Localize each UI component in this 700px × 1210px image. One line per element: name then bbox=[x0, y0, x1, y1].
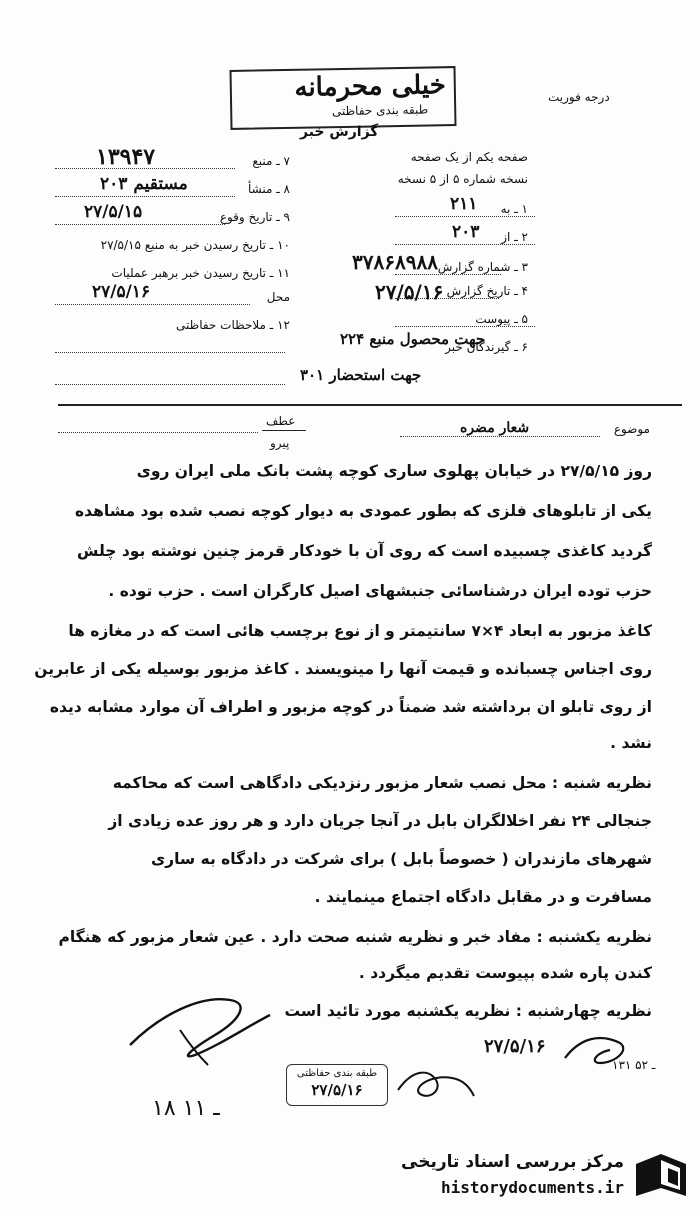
event-date-label: ۹ ـ تاریخ وقوع bbox=[219, 210, 290, 224]
archive-number: ۱۸ ـ ۱۱ bbox=[152, 1096, 220, 1121]
signature-date: ۲۷/۵/۱۶ bbox=[484, 1036, 546, 1057]
opinion-saturday-line: جنجالی ۲۴ نفر اخلالگران بابل در آنجا جریان دارد و هر روز عده زیادی از bbox=[108, 812, 652, 830]
to-dots bbox=[395, 216, 535, 217]
recipients-value-2: ۳۰۱ جهت استحضار bbox=[300, 366, 422, 384]
notes-label: ۱۲ ـ ملاحظات حفاظتی bbox=[176, 318, 290, 332]
notes-dots-1 bbox=[55, 352, 285, 353]
page-count: صفحه یکم از یک صفحه bbox=[410, 150, 528, 164]
source-value: ۱۳۹۴۷ bbox=[96, 144, 156, 170]
event-date-value: ۲۷/۵/۱۵ bbox=[84, 202, 143, 222]
body-line: گردید کاغذی چسبیده است که روی آن با خودکار قرمز چنین نوشته بود چلش bbox=[77, 542, 652, 560]
body-line: نشد . bbox=[610, 734, 652, 752]
body-line: روز ۲۷/۵/۱۵ در خیابان پهلوی ساری کوچه پشت بانک ملی ایران روی bbox=[136, 462, 652, 480]
body-line: کاغذ مزبور به ابعاد ۴×۷ سانتیمتر و از نوع برچسب هائی است که در مغازه ها bbox=[68, 622, 652, 640]
from-value: ۲۰۳ bbox=[452, 222, 480, 242]
opinion-wednesday-line: نظریه چهارشنبه : نظریه یکشنبه مورد تائید است bbox=[284, 1002, 652, 1020]
place-label: محل bbox=[266, 290, 290, 304]
subject-value: شعار مضره bbox=[460, 420, 530, 436]
body-line: از روی تابلو ان برداشته شد ضمناً در کوچه مزبور و اطراف آن موارد مشابه دیده bbox=[49, 698, 652, 716]
event-date-dots bbox=[55, 224, 225, 225]
report-number-value: ۳۷۸۶۸۹۸۸ bbox=[352, 250, 438, 274]
from-label: ۲ ـ از bbox=[501, 230, 528, 244]
opinion-sunday-line: کندن پاره شده بپیوست تقدیم میگردد . bbox=[358, 964, 652, 982]
recipients-value: ۲۲۴ جهت محصول منبع bbox=[340, 330, 486, 348]
report-number-dots bbox=[395, 274, 501, 275]
footer-url: historydocuments.ir bbox=[440, 1178, 624, 1197]
urgency-label: درجه فوریت bbox=[548, 90, 610, 104]
operations-date-label: ۱۱ ـ تاریخ رسیدن خبر برهبر عملیات bbox=[111, 266, 290, 280]
place-value: ۲۷/۵/۱۶ bbox=[92, 282, 151, 302]
opinion-saturday-line: مسافرت و در مقابل دادگاه اجتماع مینمایند . bbox=[314, 888, 652, 906]
document-code: ۱۳۱ ـ ۵۲ bbox=[612, 1058, 656, 1072]
body-line: حزب توده ایران درشناسائی جنبشهای اصیل کارگران است . حزب توده . bbox=[108, 582, 652, 600]
notes-dots-2 bbox=[55, 384, 285, 385]
recipients-label: ۶ ـ گیرندگان خبر bbox=[445, 340, 528, 354]
stamp-classification-label: طبقه بندی حفاظتی bbox=[331, 102, 429, 119]
body-line: روی اجناس چسبانده و قیمت آنها را مینویسند . کاغذ مزبور بوسیله یکی از عابرین bbox=[34, 660, 652, 678]
header-separator bbox=[58, 404, 682, 406]
classification-stamp bbox=[229, 66, 456, 130]
origin-value: ۲۰۳ مستقیم bbox=[100, 174, 188, 194]
body-line: یکی از تابلوهای فلزی که بطور عمودی به دیوار کوچه نصب شده بود مشاهده bbox=[75, 502, 652, 520]
source-label: ۷ ـ منبع bbox=[252, 154, 290, 168]
opinion-sunday-line: نظریه یکشنبه : مفاد خبر و نظریه شنبه صحت دارد . عین شعار مزبور که هنگام bbox=[58, 928, 652, 946]
to-value: ۲۱۱ bbox=[450, 194, 478, 214]
reference-divider bbox=[262, 430, 306, 431]
subject-label: موضوع bbox=[613, 422, 650, 436]
to-label: ۱ ـ به bbox=[500, 202, 528, 216]
follow-up-label: پیرو bbox=[270, 436, 290, 450]
subject-dots bbox=[400, 436, 600, 437]
reference-dots bbox=[58, 432, 258, 433]
report-title: گزارش خبر bbox=[300, 124, 379, 140]
place-dots bbox=[55, 304, 250, 305]
origin-label: ۸ ـ منشأ bbox=[247, 182, 290, 196]
opinion-saturday-line: شهرهای مازندران ( خصوصاً بابل ) برای شرکت در دادگاه به ساری bbox=[150, 850, 652, 868]
seal-label: طبقه بندی حفاظتی bbox=[296, 1068, 378, 1079]
report-date-label: ۴ ـ تاریخ گزارش bbox=[446, 284, 528, 298]
footer-organization: مرکز بررسی اسناد تاریخی bbox=[401, 1152, 624, 1172]
signature-scribble bbox=[120, 985, 280, 1075]
report-date-value: ۲۷/۵/۱۶ bbox=[375, 280, 444, 304]
origin-dots bbox=[55, 196, 235, 197]
reference-label: عطف bbox=[266, 414, 296, 428]
from-dots bbox=[395, 244, 535, 245]
attachment-dots bbox=[395, 326, 535, 327]
copy-number: نسخه شماره ۵ از ۵ نسخه bbox=[397, 172, 528, 186]
classification-seal bbox=[286, 1064, 388, 1106]
received-date-label: ۱۰ ـ تاریخ رسیدن خبر به منبع ۲۷/۵/۱۵ bbox=[100, 238, 290, 252]
report-number-label: ۳ ـ شماره گزارش bbox=[437, 260, 528, 274]
seal-date: ۲۷/۵/۱۶ bbox=[311, 1081, 363, 1099]
opinion-saturday-line: نظریه شنبه : محل نصب شعار مزبور رنزدیکی دادگاهی است که محاکمه bbox=[112, 774, 652, 792]
seal-signature bbox=[390, 1050, 480, 1110]
stamp-top-secret: خیلی محرمانه bbox=[294, 70, 447, 103]
attachment-label: ۵ ـ پیوست bbox=[475, 312, 528, 326]
book-logo-icon bbox=[632, 1150, 690, 1202]
